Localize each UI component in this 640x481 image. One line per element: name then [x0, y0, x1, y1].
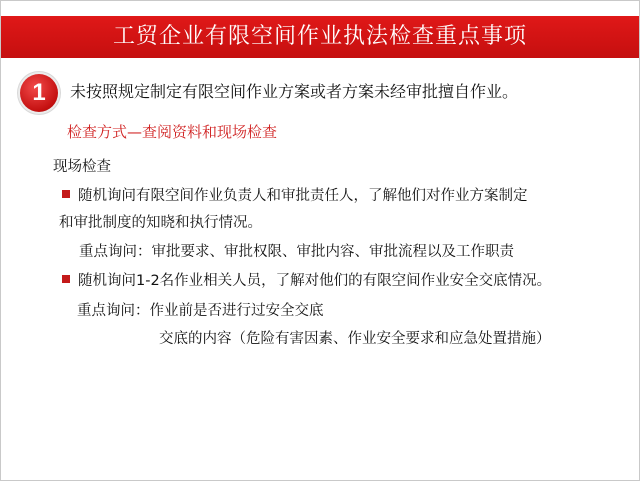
number-badge: 1	[20, 74, 58, 112]
item1-line2: 和审批制度的知晓和执行情况。	[59, 215, 262, 231]
item2-line1: 随机询问1-2名作业相关人员，了解对他们的有限空间作业安全交底情况。	[78, 273, 552, 289]
list-item	[62, 186, 528, 206]
bullet-icon	[62, 275, 70, 283]
item2-key-question: 重点询问：作业前是否进行过安全交底	[77, 303, 324, 319]
inspection-method: 检查方式—查阅资料和现场检查	[67, 123, 278, 141]
item1-key-question: 重点询问：审批要求、审批权限、审批内容、审批流程以及工作职责	[79, 244, 514, 260]
slide-title: 工贸企业有限空间作业执法检查重点事项	[1, 16, 639, 58]
item2-key-content: 交底的内容（危险有害因素、作业安全要求和应急处置措施）	[159, 331, 551, 347]
headline: 未按照规定制定有限空间作业方案或者方案未经审批擅自作业。	[70, 82, 519, 101]
section-label: 现场检查	[53, 159, 111, 175]
list-item	[62, 271, 551, 291]
bullet-icon	[62, 190, 70, 198]
item1-line1: 随机询问有限空间作业负责人和审批责任人，了解他们对作业方案制定	[78, 188, 528, 204]
